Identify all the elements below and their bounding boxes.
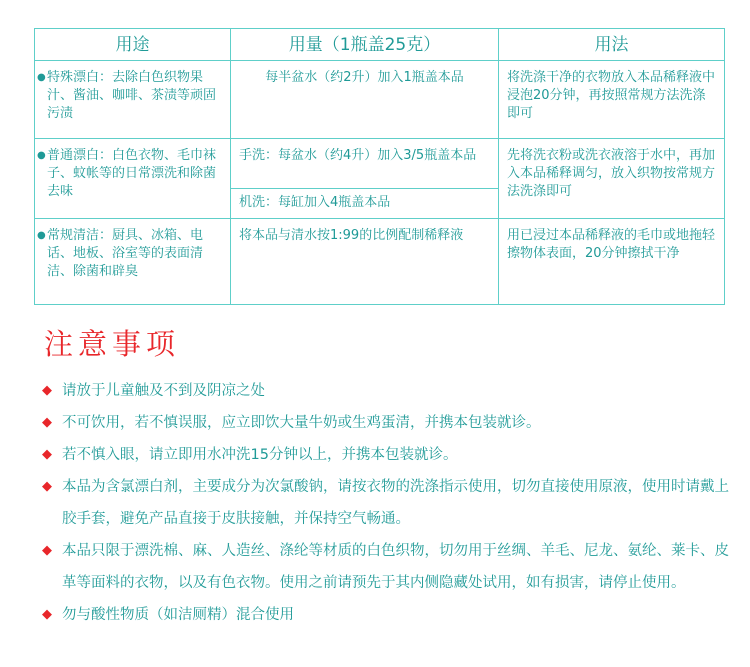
method-cell: 将洗涤干净的衣物放入本品稀释液中浸泡20分钟，再按照常规方法洗涤即可 bbox=[499, 61, 725, 139]
diamond-bullet-icon: ◆ bbox=[42, 607, 52, 622]
amount-cell: 将本品与清水按1:99的比例配制稀释液 bbox=[231, 219, 499, 305]
header-purpose: 用途 bbox=[35, 29, 231, 61]
amount-cell: 每半盆水（约2升）加入1瓶盖本品 bbox=[231, 61, 499, 139]
bullet-dot-icon: ● bbox=[37, 150, 46, 161]
notes-list bbox=[42, 375, 732, 631]
method-cell: 用已浸过本品稀释液的毛巾或地拖轻擦物体表面，20分钟擦拭干净 bbox=[499, 219, 725, 305]
note-text: 不可饮用，若不慎误服，应立即饮大量牛奶或生鸡蛋清，并携本包装就诊。 bbox=[62, 415, 541, 431]
header-amount: 用量（1瓶盖25克） bbox=[231, 29, 499, 61]
method-cell: 先将洗衣粉或洗衣液溶于水中，再加入本品稀释调匀，放入织物按常规方法洗涤即可 bbox=[499, 139, 725, 219]
notes-title: 注意事项 bbox=[44, 327, 181, 361]
usage-table bbox=[34, 28, 725, 305]
list-item bbox=[42, 599, 732, 631]
purpose-text: 普通漂白：白色衣物、毛巾袜子、蚊帐等的日常漂洗和除菌去味 bbox=[47, 148, 217, 199]
list-item bbox=[42, 439, 732, 471]
diamond-bullet-icon: ◆ bbox=[42, 479, 52, 494]
table-row bbox=[35, 139, 725, 189]
note-text: 本品为含氯漂白剂，主要成分为次氯酸钠，请按衣物的洗涤指示使用，切勿直接使用原液，使用时请戴上胶手套，避免产品直接于皮肤接触，并保持空气畅通。 bbox=[62, 479, 729, 527]
list-item bbox=[42, 375, 732, 407]
diamond-bullet-icon: ◆ bbox=[42, 543, 52, 558]
purpose-cell bbox=[35, 219, 231, 305]
amount-cell: 机洗：每缸加入4瓶盖本品 bbox=[231, 189, 499, 219]
note-text: 本品只限于漂洗棉、麻、人造丝、涤纶等材质的白色织物，切勿用于丝绸、羊毛、尼龙、氨纶、莱卡、皮革等面料的衣物，以及有色衣物。使用之前请预先于其内侧隐藏处试用，如有损害，请停止使用。 bbox=[62, 543, 729, 591]
purpose-cell bbox=[35, 139, 231, 219]
table-header-row bbox=[35, 29, 725, 61]
bullet-dot-icon: ● bbox=[37, 72, 46, 83]
note-text: 勿与酸性物质（如洁厕精）混合使用 bbox=[62, 607, 294, 623]
diamond-bullet-icon: ◆ bbox=[42, 383, 52, 398]
amount-cell: 手洗：每盆水（约4升）加入3/5瓶盖本品 bbox=[231, 139, 499, 189]
list-item bbox=[42, 471, 732, 535]
note-text: 请放于儿童触及不到及阴凉之处 bbox=[62, 383, 265, 399]
table-row bbox=[35, 219, 725, 305]
purpose-text: 特殊漂白：去除白色织物果汁、酱油、咖啡、茶渍等顽固污渍 bbox=[47, 70, 217, 121]
table-row bbox=[35, 61, 725, 139]
header-method: 用法 bbox=[499, 29, 725, 61]
list-item bbox=[42, 407, 732, 439]
bullet-dot-icon: ● bbox=[37, 230, 46, 241]
diamond-bullet-icon: ◆ bbox=[42, 447, 52, 462]
purpose-cell bbox=[35, 61, 231, 139]
diamond-bullet-icon: ◆ bbox=[42, 415, 52, 430]
note-text: 若不慎入眼，请立即用水冲洗15分钟以上，并携本包装就诊。 bbox=[62, 447, 458, 463]
purpose-text: 常规清洁：厨具、冰箱、电话、地板、浴室等的表面清洁、除菌和辟臭 bbox=[47, 228, 204, 279]
list-item bbox=[42, 535, 732, 599]
